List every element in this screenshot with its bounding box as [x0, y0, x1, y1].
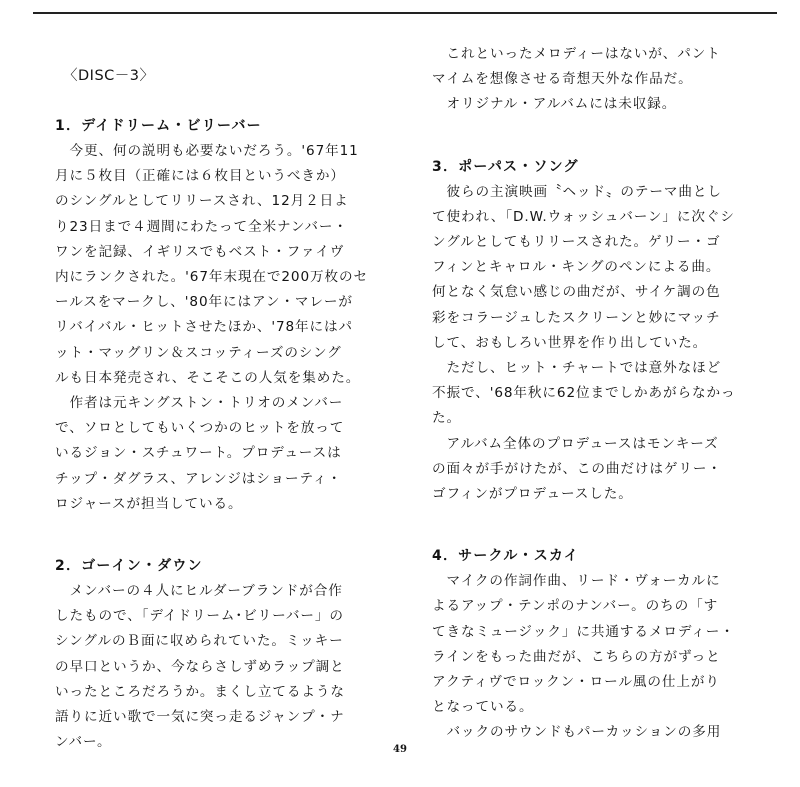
section-spacer — [432, 507, 772, 544]
track-4-title: 4．サークル・スカイ — [432, 548, 579, 565]
page-number: 49 — [393, 744, 407, 755]
track-3-paragraph-3: アルバム全体のプロデュースはモンキーズ の面々が手がけたが、この曲だけはゲリー・ ゴフィンがプロデュースした。 — [432, 435, 722, 503]
track-2-section — [55, 554, 395, 755]
track-1-paragraph-2: 作者は元キングストン・トリオのメンバー で、ソロとしてもいくつかのヒットを放って いるジョン・スチュワート。プロデュースは チップ・ダグラス、アレンジはショーティ・ ロジャースが担当している。 — [55, 395, 345, 512]
track-2-paragraph-2: これといったメロディーはないが、パント マイムを想像させる奇想天外な作品だ。 — [432, 46, 721, 88]
track-4-paragraph-2: バックのサウンドもパーカッションの多用 — [432, 724, 722, 741]
track-1-title: 1．デイドリーム・ビリーバー — [55, 118, 262, 134]
track-2-continued — [432, 42, 772, 118]
track-1-section — [55, 114, 395, 517]
track-4-section — [432, 544, 772, 745]
right-column — [432, 42, 772, 746]
section-spacer — [55, 517, 395, 554]
disc-label: 〈DISC－3〉 — [63, 68, 155, 84]
top-rule — [33, 12, 777, 14]
track-4-paragraph-1: マイクの作詞作曲、リード・ヴォーカルに よるアップ・テンポのナンバー。のちの「す てきなミュージック」に共通するメロディー・ ラインをもった曲だが、こちらの方がずっと アクティヴでロックン・ロール風の仕上がり となっている。 — [432, 573, 735, 716]
track-3-paragraph-1: 彼らの主演映画〝ヘッド〟のテーマ曲とし て使われ、「D.W.ウォッシュバーン」に次ぐシ ングルとしてもリリースされた。ゲリー・ゴ フィンとキャロル・キングのペンによる曲。 何となく気怠い感じの曲だが、サイケ調の色 彩をコラージュしたスクリーンと妙にマッチ して、おもしろい世界を作り出していた。 — [432, 183, 735, 351]
track-1-paragraph-1: 今更、何の説明も必要ないだろう。'67年11 月に５枚目（正確には６枚目というべきか） のシングルとしてリリースされ、12月２日よ り23日まで４週間にわたって全米ナンバー・ ワンを記録、イギリスでもベスト・ファイヴ 内にランクされた。'67年末現在で200万枚のセ ールスをマークし、'80年にはアン・マレーが リバイバル・ヒットさせたほか、'78年にはパ ット・マッグリン＆スコッティーズのシング ルも日本発売され、そこそこの人気を集めた。 — [55, 143, 368, 386]
track-2-paragraph-3: オリジナル・アルバムには未収録。 — [432, 96, 677, 113]
track-2-paragraph-1: メンバーの４人にヒルダーブランドが合作 したもので、「デイドリーム･ビリーバー」の シングルのＢ面に収められていた。ミッキー の早口というか、今ならさしずめラップ調と いったところだろうか。まくし立てるような 語りに近い歌で一気に突っ走るジャンプ・ナ ンバー。 — [55, 583, 345, 751]
track-3-title: 3．ポーパス・ソング — [432, 158, 579, 175]
track-2-title: 2．ゴーイン・ダウン — [55, 558, 203, 575]
left-column — [55, 64, 395, 755]
track-3-section — [432, 155, 772, 508]
section-spacer — [432, 118, 772, 155]
track-3-paragraph-2: ただし、ヒット・チャートでは意外なほど 不振で、'68年秋に62位までしかあがらなかっ た。 — [432, 360, 736, 427]
